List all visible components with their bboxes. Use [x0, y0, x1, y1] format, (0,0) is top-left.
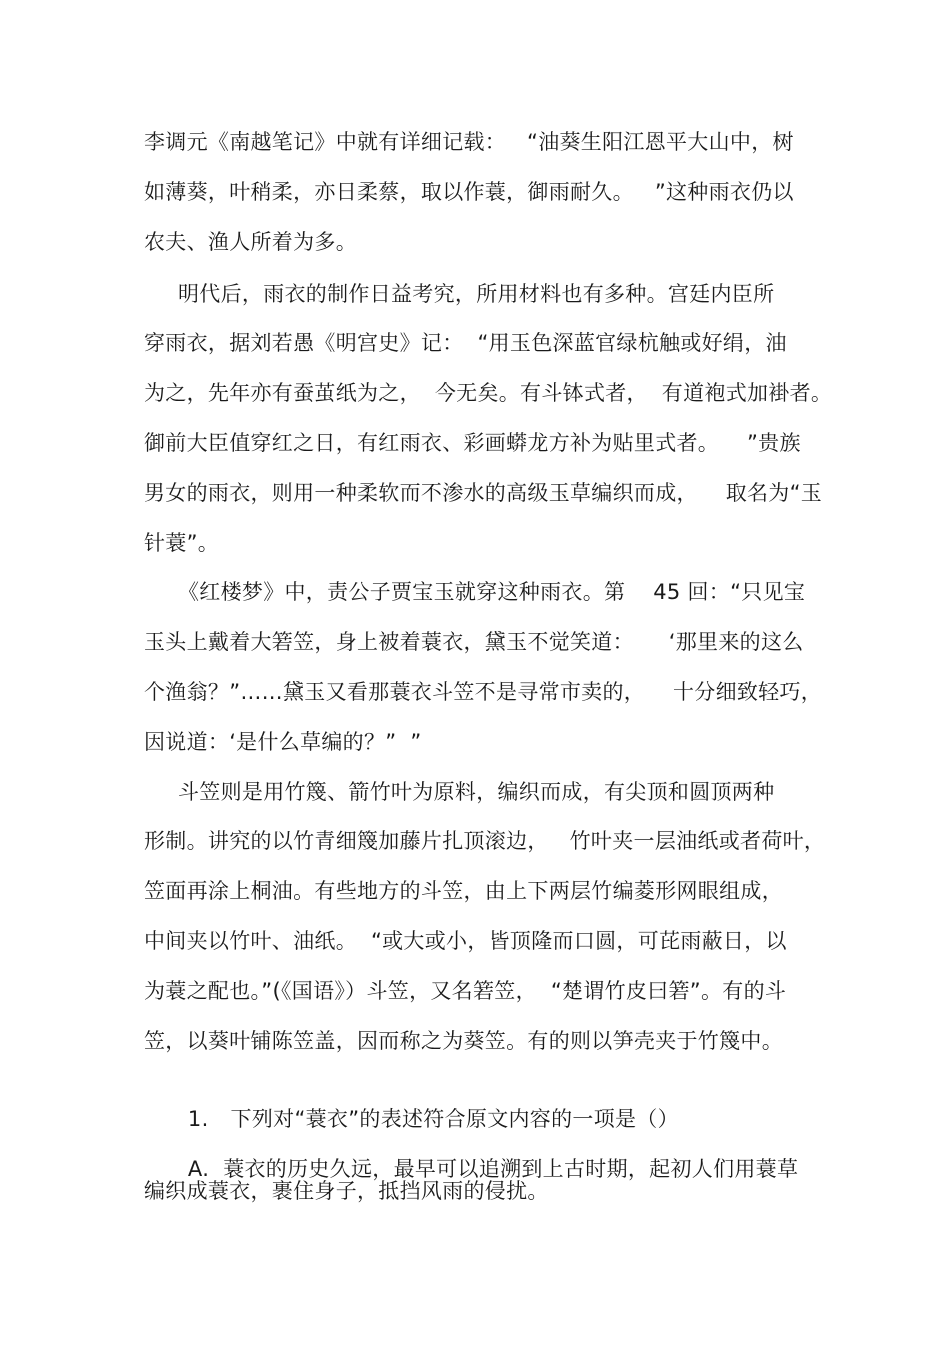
paragraph-line: 斗笠则是用竹篾、箭竹叶为原料，编织而成，有尖顶和圆顶两种 — [178, 780, 775, 804]
paragraph-line: 因说道：‘是什么草编的？” ” — [144, 730, 422, 754]
paragraph-line: 笠，以葵叶铺陈笠盖，因而称之为葵笠。有的则以笋壳夹于竹篾中。 — [144, 1029, 783, 1053]
paragraph-line: 形制。讲究的以竹青细篾加藤片扎顶滚边， 竹叶夹一层油纸或者荷叶， — [144, 829, 826, 853]
question-number: 1. — [187, 1107, 209, 1131]
option-a-text: 蓑衣的历史久远，最早可以追溯到上古时期，起初人们用蓑草 — [223, 1157, 799, 1181]
option-a-letter: A. — [187, 1157, 210, 1181]
paragraph-line: 如薄葵，叶稍柔，亦日柔蔡，取以作蓑，御雨耐久。 ”这种雨衣仍以 — [144, 180, 794, 204]
paragraph-line: 明代后，雨衣的制作日益考究，所用材料也有多种。宫廷内臣所 — [178, 282, 775, 306]
paragraph-line: 穿雨衣，据刘若愚《明宫史》记： “用玉色深蓝官绿杭触或好绢，油 — [144, 331, 787, 355]
paragraph-line: 为之，先年亦有蚕茧纸为之， 今无矣。有斗钵式者， 有道袍式加褂者。 — [144, 381, 833, 405]
paragraph-line: 农夫、渔人所着为多。 — [144, 230, 357, 254]
paragraph-line: 御前大臣值穿红之日，有红雨衣、彩画蟒龙方补为贴里式者。 ”贵族 — [144, 431, 801, 455]
paragraph-line: 《红楼梦》中，责公子贾宝玉就穿这种雨衣。第 45 回：“只见宝 — [178, 580, 806, 604]
question-stem-text: 下列对“蓑衣”的表述符合原文内容的一项是（） — [230, 1107, 679, 1131]
paragraph-line: 中间夹以竹叶、油纸。 “或大或小，皆顶隆而口圆，可芘雨蔽日，以 — [144, 929, 787, 953]
paragraph-line: 李调元《南越笔记》中就有详细记载： “油葵生阳江恩平大山中，树 — [144, 130, 794, 154]
option-a-continuation: 编织成蓑衣，裹住身子，抵挡风雨的侵扰。 — [144, 1179, 549, 1203]
paragraph-line: 针蓑”。 — [144, 531, 220, 555]
paragraph-line: 笠面再涂上桐油。有些地方的斗笠，由上下两层竹编菱形网眼组成， — [144, 879, 783, 903]
paragraph-line: 男女的雨衣，则用一种柔软而不渗水的高级玉草编织而成， 取名为“玉 — [144, 481, 823, 505]
paragraph-line: 个渔翁？”……黛玉又看那蓑衣斗笠不是寻常市卖的， 十分细致轻巧， — [144, 680, 823, 704]
paragraph-line: 玉头上戴着大箬笠，身上被着蓑衣，黛玉不觉笑道： ‘那里来的这么 — [144, 630, 804, 654]
paragraph-line: 为蓑之配也。”(《国语》）斗笠，又名箬笠， “楚谓竹皮曰箬”。有的斗 — [144, 979, 787, 1003]
